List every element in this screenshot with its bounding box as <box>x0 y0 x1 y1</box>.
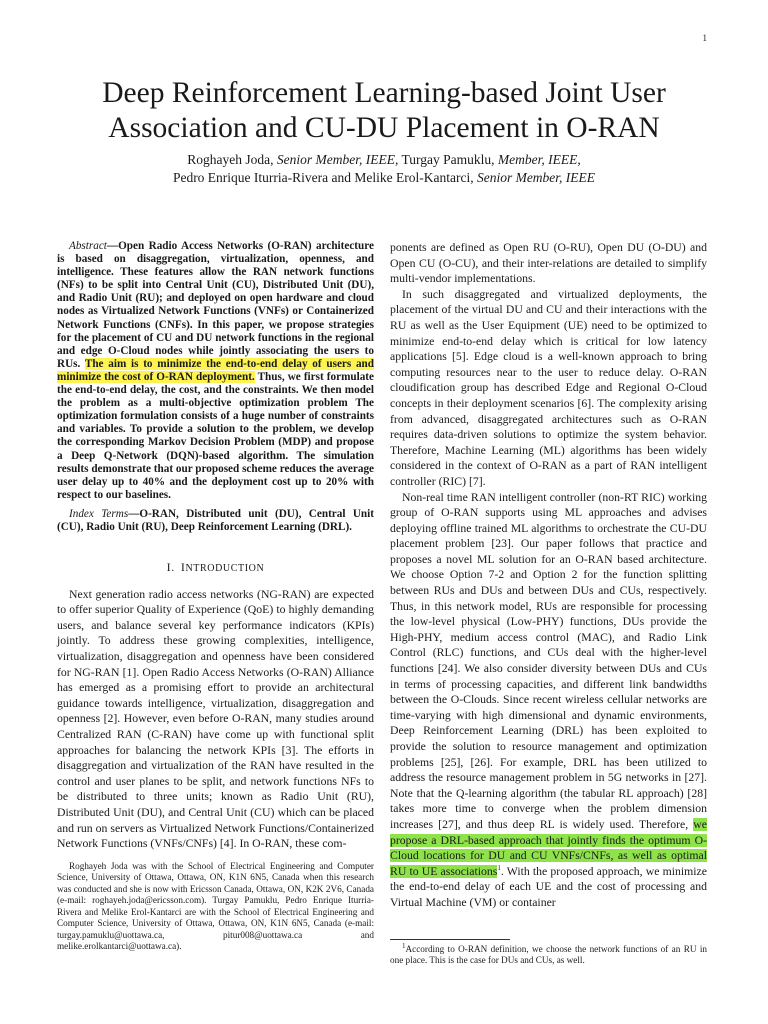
abstract-lead: Abstract <box>69 240 107 252</box>
contribution-highlight: we propose a DRL-based approach that jointly finds the optimum O-Cloud locations for DU and CU VNFs/CNFs, as well as optimal RU to UE associations <box>390 817 707 878</box>
author-role: Member, IEEE <box>497 152 578 167</box>
abstract-text: —Open Radio Access Networks (O-RAN) architecture is based on disaggregation, virtualization, openness, and intelligence. These features allow the RAN network functions (NFs) to be split into Central Unit (CU), Distributed Unit (DU), and Radio Unit (RU); and deployed on open hardware and cloud nodes as Virtualized Network Functions (VNFs) or Containerized Network Functions (CNFs). In this paper, we propose strategies for the placement of CU and DU network functions in the regional and edge O-Cloud nodes while jointly associating the users to RUs. <box>57 240 374 370</box>
footnote-ref[interactable]: 1 <box>497 863 501 872</box>
abstract-text-cont: Thus, we first formulate the end-to-end delay, the cost, and the constraints. We then model the problem as a multi-objective optimization problem The optimization formulation consists of a huge number of constraints and variables. To provide a solution to the problem, we develop the corresponding Markov Decision Problem (MDP) and propose a Deep Q-Network (DQN)-based algorithm. The simulation results demonstrate that our proposed scheme reduces the average user delay up to 40% and the deployment cost up to 20% with respect to our baselines. <box>57 370 375 501</box>
footnote <box>390 941 707 967</box>
author-role: Senior Member, IEEE <box>476 170 596 185</box>
abstract-highlight: The aim is to minimize the end-to-end delay of users and minimize the cost of O-RAN deployment. <box>57 357 375 383</box>
title-line-1: Deep Reinforcement Learning-based Joint User <box>102 77 666 109</box>
footnote-text: According to O-RAN definition, we choose the network functions of an RU in one place. This is the case for DUs and CUs, as well. <box>390 943 707 966</box>
affiliation-note: Roghayeh Joda was with the School of Electrical Engineering and Computer Science, University of Ottawa, Ottawa, ON, K1N 6N5, Canada when this research was conducted and she is now with Ericsson Canada, Ottawa, ON, K2K 2V6, Canada (e-mail: roghayeh.joda@ericsson.com). Turgay Pamuklu, Pedro Enrique Iturria-Rivera and Melike Erol-Kantarci are with the School of Electrical Engineering and Computer Science, University of Ottawa, Ottawa, ON, K1N 6N5, Canada (e-mail: turgay.pamuklu@uottawa.ca, pitur008@uottawa.ca and melike.erolkantarci@uottawa.ca). <box>57 860 374 952</box>
index-terms-text: —O-RAN, Distributed unit (DU), Central Unit (CU), Radio Unit (RU), Deep Reinforcement Learning (DRL). <box>57 507 374 533</box>
intro-paragraph-2: In such disaggregated and virtualized deployments, the placement of the virtual DU and CU and their interactions with the RU as well as the User Equipment (UE) need to be optimized to minimize end-to-end delay which is critical for low latency applications [5]. Edge cloud is a well-known approach to bring computing resources near to the user to reduce delay. O-RAN cloudification group has described Edge and Regional O-Cloud concepts in their deployment scenarios [6]. The complexity arising from advanced, disaggregated architectures such as O-RAN requires data-driven solutions to optimize the system behavior. Therefore, Machine Learning (ML) algorithms has been widely considered in the context of O-RAN as a part of RAN intelligent controller (RIC) [7]. <box>390 287 707 488</box>
author-name: Roghayeh Joda, <box>187 152 277 167</box>
intro-paragraph-1: Next generation radio access networks (NG-RAN) are expected to offer superior Quality of Experience (QoE) to highly demanding users, and balance several key performance indicators (KPIs) jointly. To address these growing complexities, intelligence, virtualization, disaggregation and openness have been considered for NG-RAN [1]. Open Radio Access Networks (O-RAN) Alliance has emerged as a promising effort to provide an architectural guidance towards intelligence, virtualization, disaggregation and openness [2]. However, even before O-RAN, many studies around Centralized RAN (C-RAN) have come up with functional split approaches for balancing the network KPIs [3]. The efforts in disaggregation and virtualization of the RAN have resulted in the control and user planes to be split, and network functions NFs to be distributed to three units; known as Radio Unit (RU), Distributed Unit (DU), and Central Unit (CU) which can be placed and run on servers as Virtualized Network Functions/Containerized Network Functions (VNFs/CNFs) [4]. In O-RAN, these com- <box>57 587 374 851</box>
author-separator: , <box>394 152 402 167</box>
footnote-divider <box>390 939 510 940</box>
section-title-initial: I <box>180 560 186 575</box>
footnote-mark: 1 <box>402 941 406 950</box>
author-name: Pedro Enrique Iturria-Rivera and Melike Erol-Kantarci, <box>172 170 477 185</box>
left-column <box>57 240 374 953</box>
index-terms <box>57 508 374 534</box>
paper-title <box>40 76 728 146</box>
abstract <box>57 240 374 502</box>
right-column <box>390 240 707 967</box>
author-list <box>40 151 728 187</box>
author-separator: , <box>577 152 581 167</box>
section-number: I. <box>166 560 175 575</box>
intro-paragraph-1-cont: ponents are defined as Open RU (O-RU), Open DU (O-DU) and Open CU (O-CU), and their inter-relations are detailed to simplify multi-vendor implementations. <box>390 241 707 286</box>
paragraph-text-cont: . With the proposed approach, we minimize the end-to-end delay of each UE and the cost of processing and Virtual Machine (VM) or container <box>390 864 707 909</box>
section-title-rest: NTRODUCTION <box>185 563 265 575</box>
author-role: Senior Member, IEEE <box>276 152 395 167</box>
index-terms-lead: Index Terms <box>69 507 129 520</box>
page-number: 1 <box>702 33 707 43</box>
author-name: Turgay Pamuklu, <box>401 152 498 167</box>
title-line-2: Association and CU-DU Placement in O-RAN <box>108 112 660 144</box>
intro-paragraph-3 <box>390 490 707 911</box>
paragraph-text: Non-real time RAN intelligent controller (non-RT RIC) working group of O-RAN supports using ML approaches and advises deploying offline trained ML algorithms to orchestrate the CU-DU placement problem [23]. Our paper follows that practice and proposes a novel ML solution for an O-RAN based architecture. We choose Option 7-2 and Option 2 for the function splitting between RUs and DUs and between DUs and CUs, respectively. Thus, in this network model, RUs are responsible for processing the low-level physical (Low-PHY) functions, DUs provide the High-PHY, medium access control (MAC), and Radio Link Control (RLC) functions, and CUs deal with the higher-level functions [24]. We also consider diversity between DUs and CUs in terms of processing capacities, and different link bandwidths between the O-Clouds. Since recent wireless cellular networks are time-varying with high dimensional and dynamic environments, Deep Reinforcement Learning (DRL) has been exploited to provide the solution to resource management and optimization problems [25], [26]. For example, DRL has been utilized to address the resource management problem in 5G networks in [27]. Note that the Q-learning algorithm (the tabular RL approach) [28] takes more time to converge when the problem dimension increases [27], and thus deep RL is widely used. Therefore, <box>390 490 707 831</box>
section-heading-introduction <box>57 560 374 577</box>
